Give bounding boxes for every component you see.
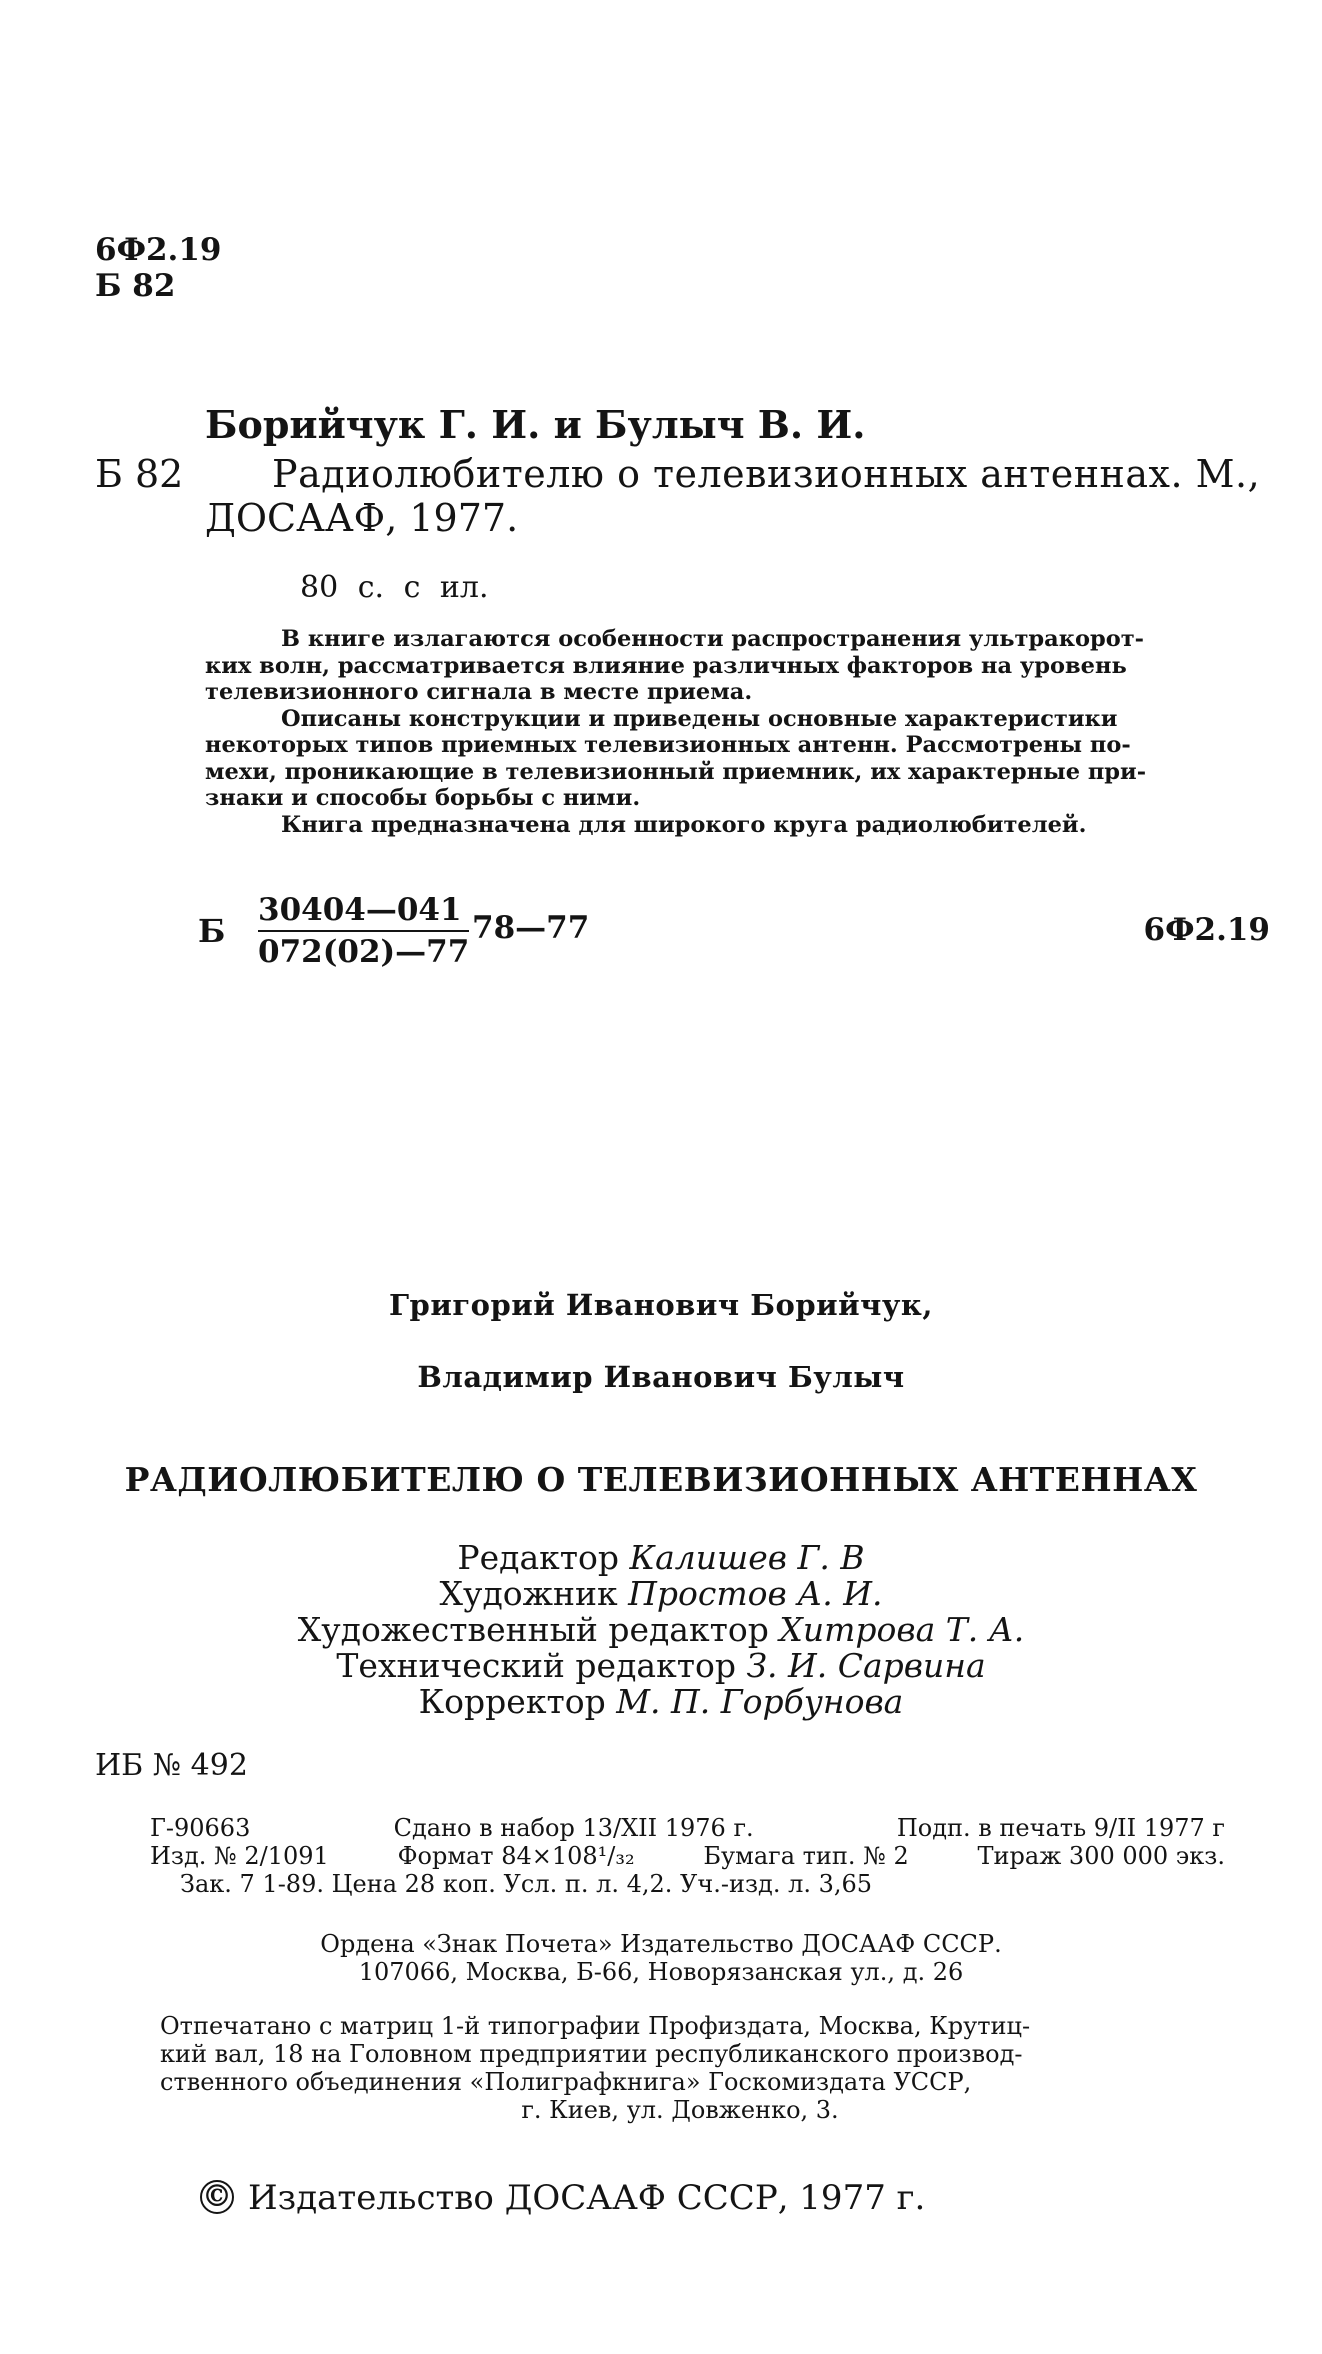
printer-line: г. Киев, ул. Довженко, 3. [521,2096,839,2124]
editor-credit: Редактор Калишев Г. В [457,1538,865,1577]
printer-line: ственного объединения «Полиграфкнига» Госкомиздата УССР, [160,2068,972,2096]
udk-code-block [95,232,221,304]
tech-editor-credit: Технический редактор З. И. Сарвина [336,1646,986,1685]
annotation-line: В книге излагаются особенности распространения ультракорот- [281,626,1144,652]
author-full-name-2: Владимир Иванович Булыч [417,1360,905,1394]
artist-credit: Художник Простов А. И. [439,1574,883,1613]
annotation-line: некоторых типов приемных телевизионных антенн. Рассмотрены по- [205,732,1131,758]
annotation-line: Описаны конструкции и приведены основные характеристики [281,705,1118,732]
proofreader-credit: Корректор М. П. Горбунова [418,1682,904,1721]
classification-fraction [258,892,469,970]
printer-line: кий вал, 18 на Головном предприятии республиканского производ- [160,2040,1023,2068]
udk-code: 6Ф2.19 [95,232,222,268]
print-details [150,1814,1225,1898]
print-details-row: Изд. № 2/1091 Формат 84×108¹/₃₂ Бумага тип. № 2 Тираж 300 000 экз. [150,1842,1225,1870]
annotation-line: мехи, проникающие в телевизионный приемник, их характерные при- [205,758,1147,785]
annotation [205,626,1270,838]
classification-numerator: 30404—041 [258,892,469,932]
classification-letter: Б [198,912,226,950]
annotation-line: ких волн, рассматривается влияние различных факторов на уровень [205,652,1127,679]
catalog-title-line1: Радиолюбителю о телевизионных антеннах. М., [272,452,1261,496]
print-details-row: Г-90663 Сдано в набор 13/XII 1976 г. Подп. в печать 9/II 1977 г [150,1814,1225,1842]
catalog-authors: Борийчук Г. И. и Булыч В. И. [205,402,866,447]
copyright-text: Издательство ДОСААФ СССР, 1977 г. [248,2178,926,2218]
classification-denominator: 072(02)—77 [258,934,470,970]
publisher-info [0,1930,1322,1986]
copyright-icon: © [202,2179,232,2214]
publisher-address: 107066, Москва, Б-66, Новорязанская ул., д. 26 [358,1958,964,1986]
staff-credits [0,1540,1322,1720]
art-editor-credit: Художественный редактор Хитрова Т. А. [297,1610,1025,1649]
ib-number: ИБ № 492 [95,1748,248,1783]
author-full-name-1: Григорий Иванович Борийчук, [389,1288,933,1322]
annotation-line: знаки и способы борьбы с ними. [205,785,641,811]
classification-right-code: 6Ф2.19 [1143,912,1270,948]
publisher-name: Ордена «Знак Почета» Издательство ДОСААФ СССР. [320,1930,1002,1958]
catalog-call-mark: Б 82 [95,452,184,496]
copyright-notice [200,2178,925,2218]
classification-suffix: 78—77 [472,910,590,946]
author-mark: Б 82 [95,268,176,304]
printer-line: Отпечатано с матриц 1-й типографии Профиздата, Москва, Крутиц- [160,2012,1031,2040]
book-title: РАДИОЛЮБИТЕЛЮ О ТЕЛЕВИЗИОННЫХ АНТЕННАХ [124,1460,1198,1499]
printer-info [160,2012,1200,2124]
annotation-line: Книга предназначена для широкого круга радиолюбителей. [281,811,1087,838]
annotation-line: телевизионного сигнала в месте приема. [205,679,753,705]
catalog-pages: 80 с. с ил. [300,570,489,605]
print-details-row: Зак. 7 1-89. Цена 28 коп. Усл. п. л. 4,2. Уч.-изд. л. 3,65 [180,1870,873,1898]
catalog-title-line2: ДОСААФ, 1977. [205,496,519,540]
